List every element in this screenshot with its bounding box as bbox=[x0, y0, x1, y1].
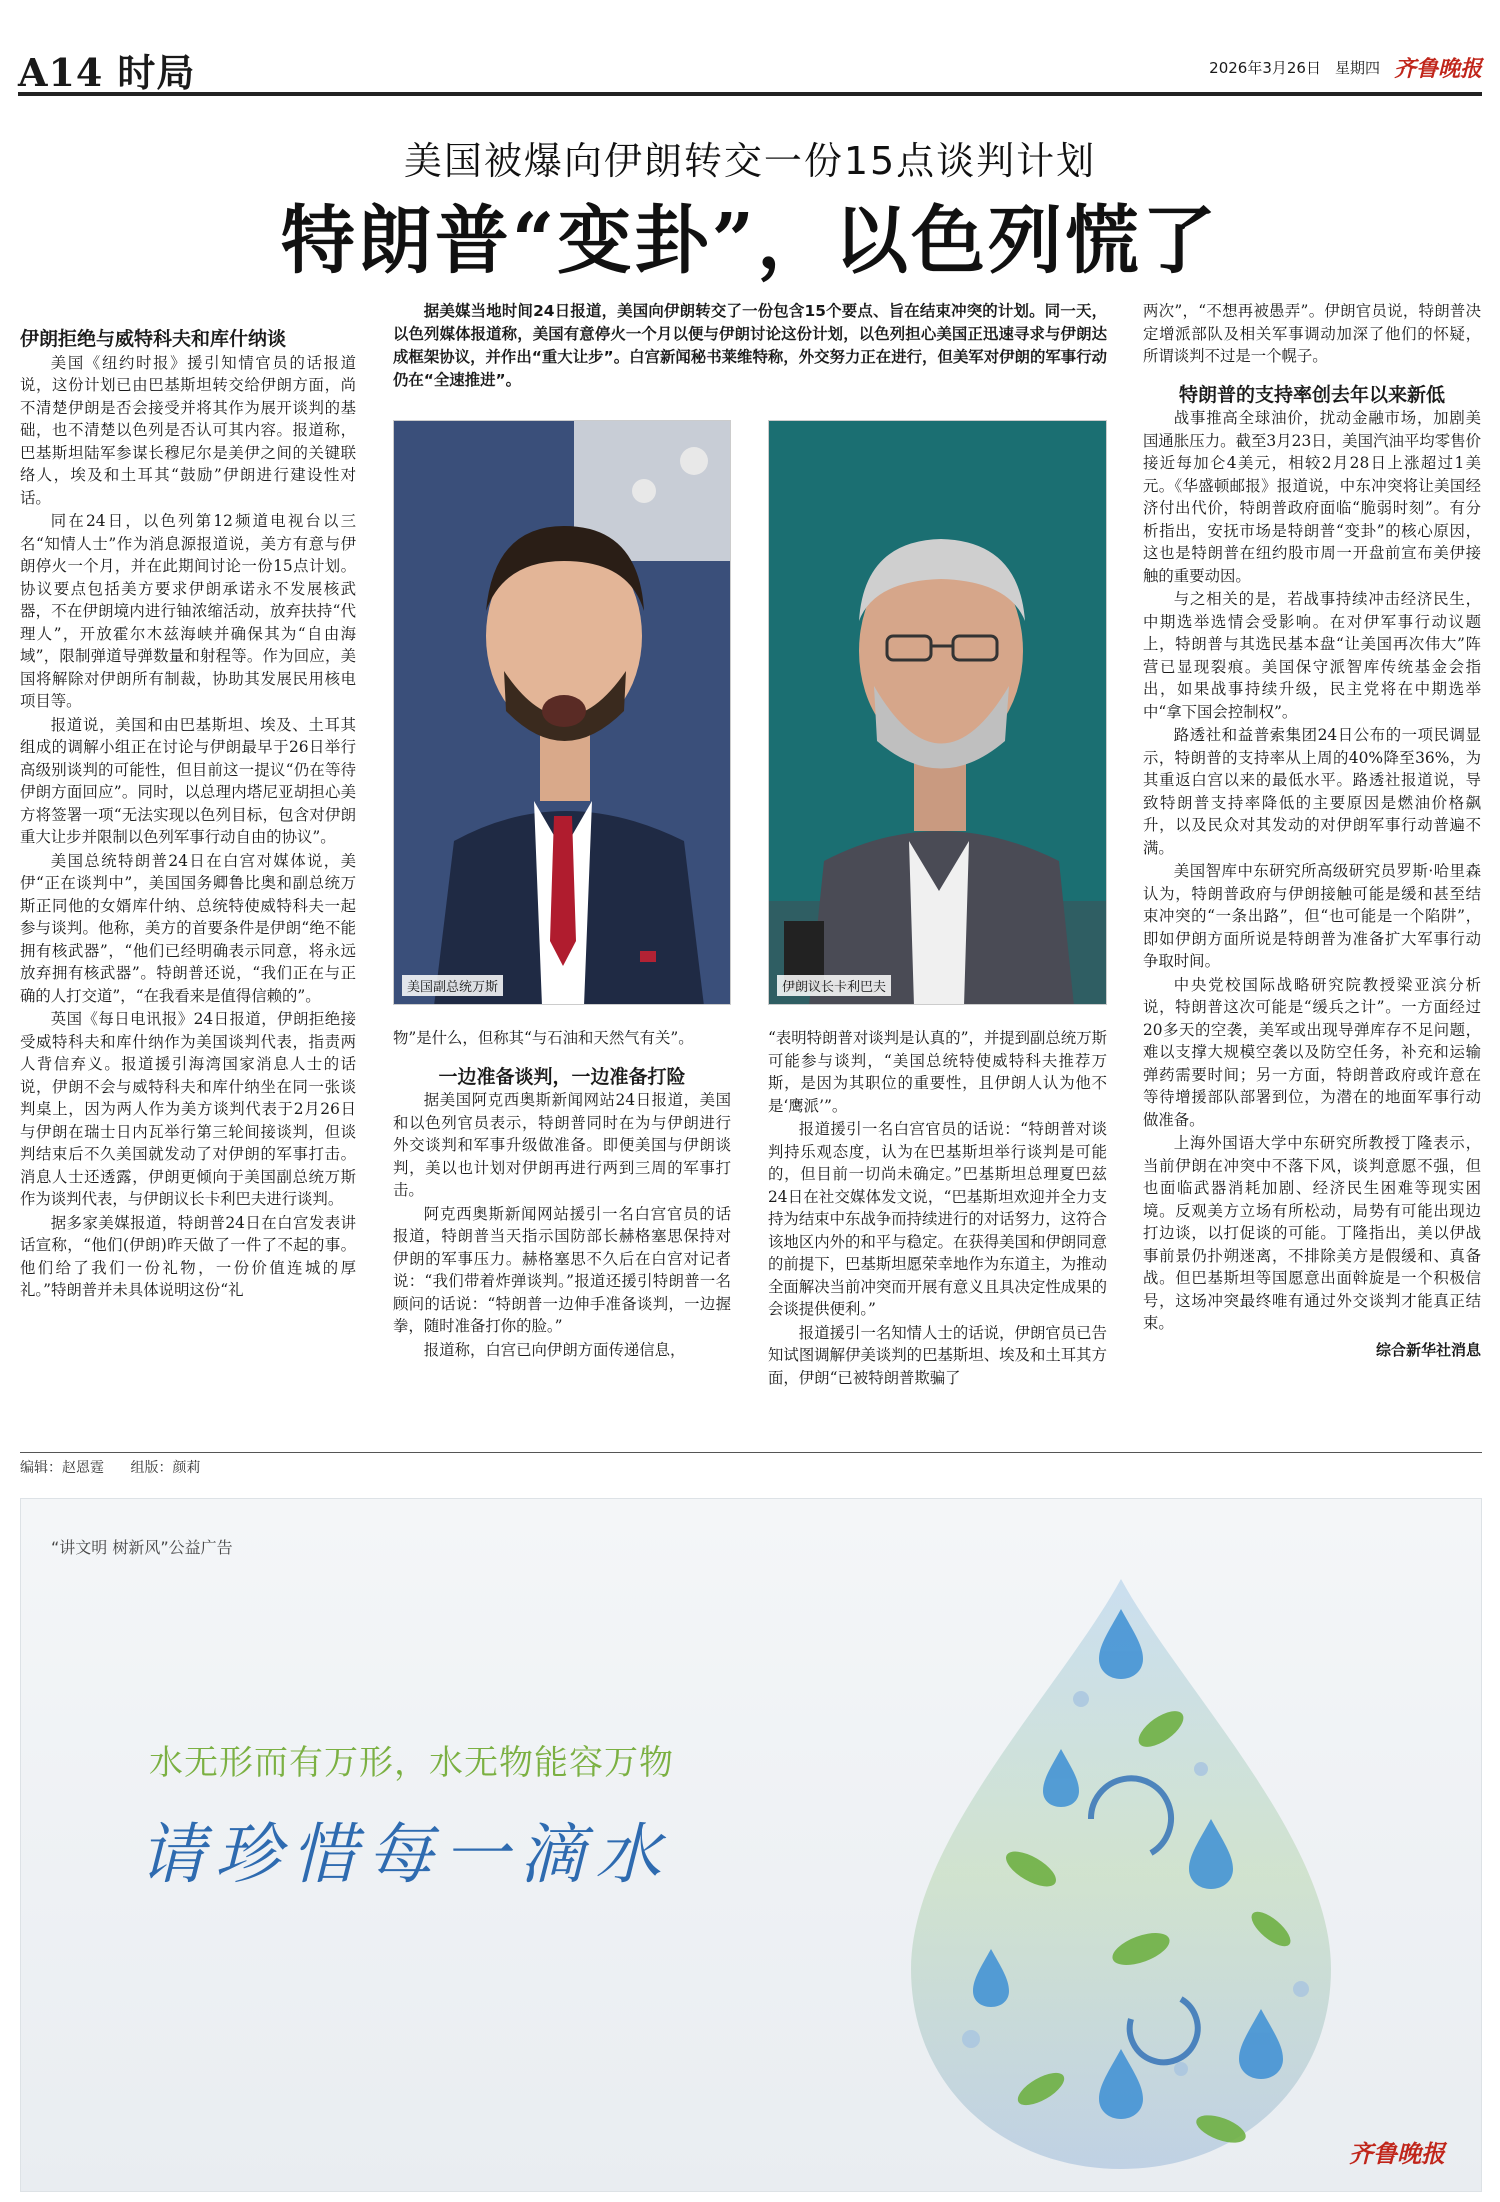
subhead-1: 伊朗拒绝与威特科夫和库什纳谈 bbox=[20, 328, 287, 350]
kicker-headline: 美国被爆向伊朗转交一份15点谈判计划 bbox=[403, 139, 1097, 183]
editor-name: 编辑：赵恩霆 bbox=[20, 1460, 104, 1476]
paragraph: 报道称，白宫已向伊朗方面传递信息， bbox=[423, 1340, 686, 1359]
paragraph: 美国智库中东研究所高级研究员罗斯·哈里森认为，特朗普政府与伊朗接触可能是缓和甚至结束冲突的“一条出路”，但“也可能是一个陷阱”，即如伊朗方面所说是特朗普为准备扩大军事行动争取时间。 bbox=[1143, 862, 1481, 970]
source-byline: 综合新华社消息 bbox=[1375, 1340, 1481, 1359]
paragraph: 报道援引一名白宫官员的话说：“特朗普对谈判持乐观态度，认为在巴基斯坦举行谈判是可能的，但目前一切尚未确定。”巴基斯坦总理夏巴兹24日在社交媒体发文说，“巴基斯坦欢迎并全力支持为结束中东战争而持续进行的对话努力，这符合该地区内外的和平与稳定。在获得美国和伊朗同意的前提下，巴基斯坦愿荣幸地作为东道主，为推动全面解决当前冲突而开展有意义且具决定性成果的会谈提供便利。” bbox=[768, 1120, 1107, 1318]
newspaper-logo: 齐鲁晚报 bbox=[1393, 56, 1482, 82]
paragraph: “表明特朗普对谈判是认真的”，并提到副总统万斯可能参与谈判，“美国总统特使威特科夫推荐万斯，是因为其职位的重要性，且伊朗人认为他不是‘鹰派’”。 bbox=[768, 1029, 1107, 1115]
paragraph: 美国总统特朗普24日在白宫对媒体说，美伊“正在谈判中”，美国国务卿鲁比奥和副总统万斯正同他的女婿库什纳、总统特使威特科夫一起参与谈判。他称，美方的首要条件是伊朗“绝不能拥有核武器”，“他们已经明确表示同意，将永远放弃拥有核武器”。特朗普还说，“我们正在与正确的人打交道”，“在我看来是值得信赖的”。 bbox=[20, 851, 356, 1005]
paragraph: 路透社和益普索集团24日公布的一项民调显示，特朗普的支持率从上周的40%降至36%，为其重返白宫以来的最低水平。路透社报道说，导致特朗普支持率降低的主要原因是燃油价格飙升，以及民众对其发动的对伊朗军事行动普遍不满。 bbox=[1143, 726, 1481, 857]
subhead-3: 特朗普的支持率创去年以来新低 bbox=[1178, 383, 1445, 406]
subhead-2: 一边准备谈判，一边准备打险 bbox=[438, 1065, 686, 1088]
editor-credits bbox=[20, 1452, 1482, 1477]
ad-slogan: 水无形而有万形，水无物能容万物 bbox=[149, 1743, 674, 1783]
article-column-1 bbox=[20, 322, 356, 1303]
paragraph: 与之相关的是，若战事持续冲击经济民生，中期选举选情会受影响。在对伊军事行动议题上，特朗普与其选民基本盘“让美国再次伟大”阵营已显现裂痕。美国保守派智库传统基金会指出，如果战事持续升级，民主党将在中期选举中“拿下国会控制权”。 bbox=[1143, 590, 1481, 721]
paragraph: 阿克西奥斯新闻网站援引一名白宫官员的话报道，特朗普当天指示国防部长赫格塞思保持对伊朗的军事压力。赫格塞思不久后在白宫对记者说：“我们带着炸弹谈判。”报道还援引特朗普一名顾问的话说：“特朗普一边伸手准备谈判，一边握拳，随时准备打你的脸。” bbox=[393, 1204, 731, 1335]
paragraph: 上海外国语大学中东研究所教授丁隆表示，当前伊朗在冲突中不落下风，谈判意愿不强，但也面临武器消耗加剧、经济民生困难等现实困境。反观美方立场有所松动，局势有可能出现边打边谈，以打促谈的可能。丁隆指出，美以伊战事前景仍扑朔迷离，不排除美方是假缓和、真备战。但巴基斯坦等国愿意出面斡旋是一个积极信号，这场冲突最终唯有通过外交谈判才能真正结束。 bbox=[1143, 1134, 1481, 1332]
photo-caption-left: 美国副总统万斯 bbox=[402, 975, 503, 996]
public-service-ad bbox=[20, 1498, 1482, 2192]
paragraph: 同在24日，以色列第12频道电视台以三名“知情人士”作为消息源报道说，美方有意与伊朗停火一个月，并在此期间讨论一份15点计划。协议要点包括美方要求伊朗承诺永不发展核武器，不在伊朗境内进行铀浓缩活动，放弃扶持“代理人”，开放霍尔木兹海峡并确保其为“自由海域”，限制弹道导弹数量和射程等。作为回应，美国将解除对伊朗所有制裁，协助其发展民用核电项目等。 bbox=[20, 512, 356, 710]
layout-editor-name: 组版：颜莉 bbox=[130, 1460, 201, 1476]
photo-caption-right: 伊朗议长卡利巴夫 bbox=[777, 975, 891, 996]
page-label bbox=[18, 42, 195, 97]
page-number: A14 bbox=[18, 50, 104, 95]
paragraph: 报道说，美国和由巴基斯坦、埃及、土耳其组成的调解小组正在讨论与伊朗最早于26日举行高级别谈判的可能性，但目前这一提议“仍在等待伊朗方面回应”。同时，以总理内塔尼亚胡担心美方将签署一项“无法实现以色列目标，包含对伊朗重大让步并限制以色列军事行动自由的协议”。 bbox=[20, 715, 356, 846]
portrait-image bbox=[394, 421, 731, 1005]
portrait-image bbox=[769, 421, 1107, 1005]
paragraph: 据多家美媒报道，特朗普24日在白宫发表讲话宣称，“他们(伊朗)昨天做了一件了不起的事。他们给了我们一份礼物，一份价值连城的厚礼。”特朗普并未具体说明这份“礼 bbox=[20, 1213, 356, 1299]
photo-ghalibaf bbox=[768, 420, 1107, 1005]
issue-date: 2026年3月26日 bbox=[1209, 59, 1321, 77]
ad-brand-logo: 齐鲁晚报 bbox=[1349, 2139, 1445, 2168]
water-drop-icon bbox=[881, 1569, 1361, 2179]
paragraph: 物”是什么，但称其“与石油和天然气有关”。 bbox=[393, 1029, 694, 1047]
article-column-4 bbox=[1143, 300, 1481, 1362]
paragraph: 英国《每日电讯报》24日报道，伊朗拒绝接受威特科夫和库什纳作为美国谈判代表，指责两人背信弃义。报道援引海湾国家消息人士的话说，伊朗不会与威特科夫和库什纳坐在同一张谈判桌上，因为两人作为美方谈判代表于2月26日与伊朗在瑞士日内瓦举行第三轮间接谈判，但谈判结束后不久美国就发动了对伊朗的军事打击。消息人士还透露，伊朗更倾向于美国副总统万斯作为谈判代表，与伊朗议长卡利巴夫进行谈判。 bbox=[20, 1010, 356, 1208]
main-headline: 特朗普“变卦”，以色列慌了 bbox=[280, 198, 1220, 284]
page-header bbox=[18, 40, 1482, 96]
section-name: 时局 bbox=[117, 50, 196, 95]
photo-vance bbox=[393, 420, 731, 1005]
ad-tag: “讲文明 树新风”公益广告 bbox=[51, 1538, 233, 1557]
paragraph: 中央党校国际战略研究院教授梁亚滨分析说，特朗普这次可能是“缓兵之计”。一方面经过20多天的空袭，美军或出现导弹库存不足问题，难以支撑大规模空袭以及防空任务，补充和运输弹药需要时间；另一方面，特朗普政府或许意在等待增援部队部署到位，为潜在的地面军事行动做准备。 bbox=[1143, 975, 1481, 1129]
issue-weekday: 星期四 bbox=[1334, 59, 1380, 77]
paragraph: 报道援引一名知情人士的话说，伊朗官员已告知试图调解伊美谈判的巴基斯坦、埃及和土耳其方面，伊朗“已被特朗普欺骗了 bbox=[768, 1323, 1107, 1387]
lead-paragraph: 据美媒当地时间24日报道，美国向伊朗转交了一份包含15个要点、旨在结束冲突的计划。同一天，以色列媒体报道称，美国有意停火一个月以便与伊朗讨论这份计划，以色列担心美国正迅速寻求与伊朗达成框架协议，并作出“重大让步”。白宫新闻秘书莱维特称，外交努力正在进行，但美军对伊朗的军事行动仍在“全速推进”。 bbox=[393, 302, 1107, 389]
paragraph: 据美国阿克西奥斯新闻网站24日报道，美国和以色列官员表示，特朗普同时在为与伊朗进行外交谈判和军事升级做准备。即便美国与伊朗谈判，美以也计划对伊朗再进行两到三周的军事打击。 bbox=[393, 1091, 731, 1199]
header-meta bbox=[1209, 52, 1482, 83]
article-column-2 bbox=[393, 1027, 731, 1362]
paragraph: 战事推高全球油价，扰动金融市场，加剧美国通胀压力。截至3月23日，美国汽油平均零售价接近每加仑4美元，相较2月28日上涨超过1美元。《华盛顿邮报》报道说，中东冲突将让美国经济付出代价，特朗普政府面临“脆弱时刻”。有分析指出，安抚市场是特朗普“变卦”的核心原因，这也是特朗普在纽约股市周一开盘前宣布美伊接触的重要动因。 bbox=[1143, 409, 1481, 585]
article-column-3 bbox=[768, 1027, 1107, 1390]
paragraph: 两次”，“不想再被愚弄”。伊朗官员说，特朗普决定增派部队及相关军事调动加深了他们的怀疑，所谓谈判不过是一个幌子。 bbox=[1143, 302, 1481, 365]
paragraph: 美国《纽约时报》援引知情官员的话报道说，这份计划已由巴基斯坦转交给伊朗方面，尚不清楚伊朗是否会接受并将其作为展开谈判的基础，也不清楚以色列是否认可其内容。报道称，巴基斯坦陆军参谋长穆尼尔是美伊之间的关键联络人，埃及和土耳其“鼓励”伊朗进行建设性对话。 bbox=[20, 353, 356, 507]
ad-calligraphy: 请珍惜每一滴水 bbox=[139, 1816, 671, 1893]
